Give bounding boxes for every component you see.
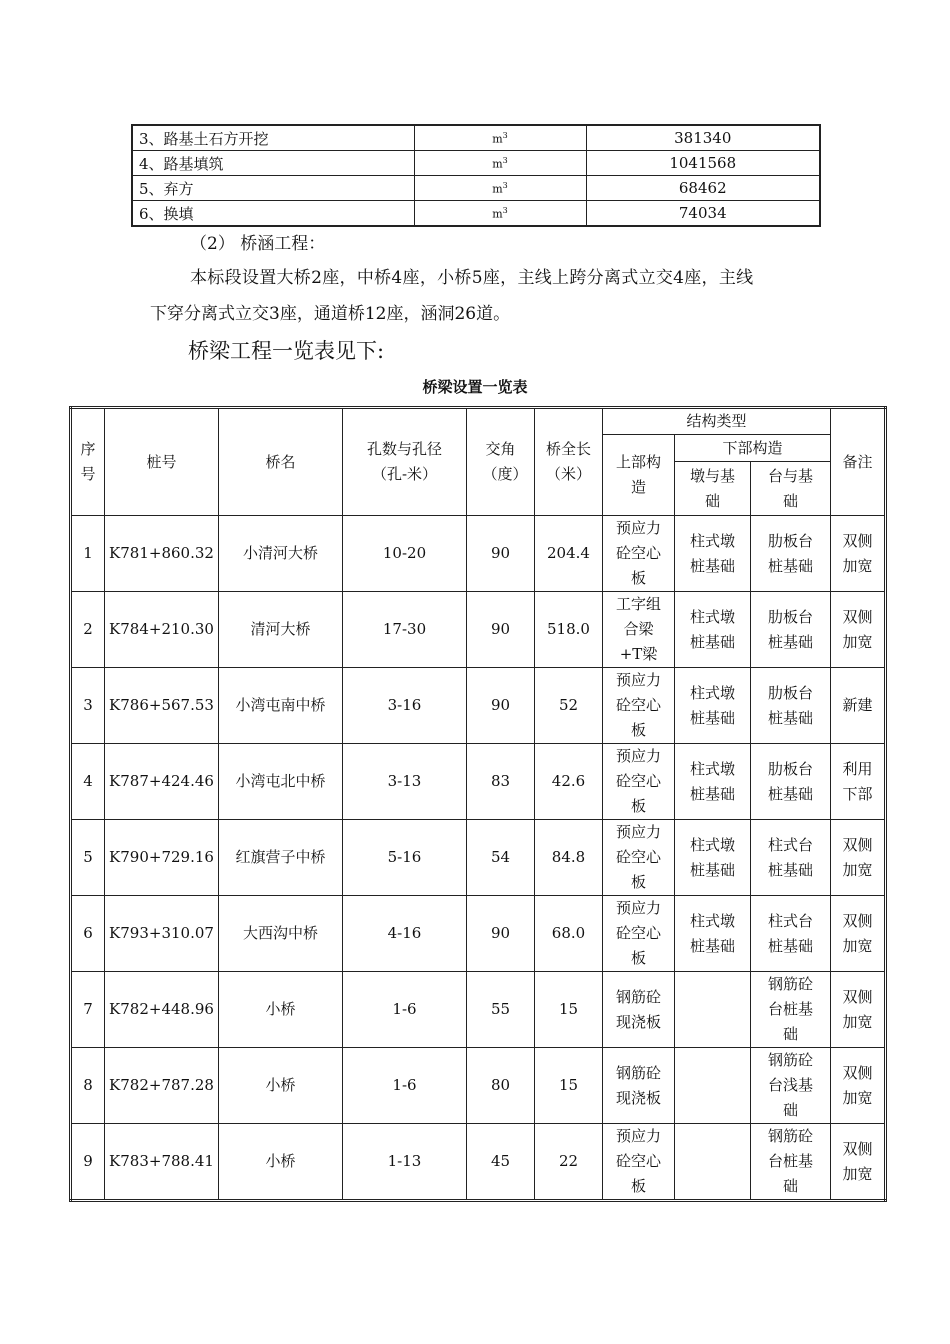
cell-station: K790+729.16 <box>105 820 219 896</box>
cell-remark: 双侧加宽 <box>831 592 886 668</box>
header-span: 孔数与孔径（孔-米） <box>343 408 467 516</box>
paragraph-line-1: 本标段设置大桥2座，中桥4座，小桥5座，主线上跨分离式立交4座，主线 <box>190 268 754 288</box>
value-cell: 68462 <box>586 176 820 201</box>
quantity-table <box>131 124 821 227</box>
cell-span: 1-13 <box>343 1124 467 1201</box>
cell-abutment: 肋板台桩基础 <box>751 744 831 820</box>
unit-superscript: 3 <box>502 205 508 215</box>
unit-cell <box>414 151 586 176</box>
cell-span: 10-20 <box>343 516 467 592</box>
cell-name: 小湾屯北中桥 <box>219 744 343 820</box>
cell-span: 4-16 <box>343 896 467 972</box>
cell-length: 42.6 <box>535 744 603 820</box>
cell-pier: 柱式墩桩基础 <box>675 668 751 744</box>
cell-station: K782+448.96 <box>105 972 219 1048</box>
cell-remark: 双侧加宽 <box>831 516 886 592</box>
cell-abutment: 肋板台桩基础 <box>751 516 831 592</box>
item-cell: 4、路基填筑 <box>132 151 414 176</box>
cell-remark: 新建 <box>831 668 886 744</box>
cell-upper: 预应力砼空心板 <box>603 820 675 896</box>
cell-upper: 预应力砼空心板 <box>603 516 675 592</box>
table-row <box>71 1048 886 1124</box>
unit-cell <box>414 201 586 227</box>
table-row <box>132 125 820 151</box>
unit-text: m <box>492 182 503 196</box>
unit-text: m <box>492 207 503 221</box>
cell-name: 红旗营子中桥 <box>219 820 343 896</box>
cell-angle: 83 <box>467 744 535 820</box>
cell-upper: 预应力砼空心板 <box>603 896 675 972</box>
cell-upper: 工字组合梁+T梁 <box>603 592 675 668</box>
cell-pier: 柱式墩桩基础 <box>675 592 751 668</box>
table-row <box>71 744 886 820</box>
table-row <box>71 896 886 972</box>
header-length: 桥全长（米） <box>535 408 603 516</box>
table-row <box>71 972 886 1048</box>
header-structure: 结构类型 <box>603 408 831 435</box>
cell-span: 3-16 <box>343 668 467 744</box>
cell-pier: 柱式墩桩基础 <box>675 820 751 896</box>
table-row <box>71 1124 886 1201</box>
cell-length: 68.0 <box>535 896 603 972</box>
table-intro: 桥梁工程一览表见下: <box>188 339 385 363</box>
bridge-table <box>69 406 887 1202</box>
cell-pier <box>675 1048 751 1124</box>
cell-remark: 双侧加宽 <box>831 972 886 1048</box>
table-row <box>132 151 820 176</box>
cell-abutment: 柱式台桩基础 <box>751 896 831 972</box>
section-heading: （2） 桥涵工程： <box>190 234 326 254</box>
cell-upper: 钢筋砼现浇板 <box>603 972 675 1048</box>
cell-abutment: 钢筋砼台桩基础 <box>751 1124 831 1201</box>
cell-upper: 预应力砼空心板 <box>603 668 675 744</box>
header-pier: 墩与基础 <box>675 462 751 516</box>
cell-angle: 45 <box>467 1124 535 1201</box>
cell-length: 22 <box>535 1124 603 1201</box>
bridge-table-header <box>71 408 886 516</box>
cell-station: K787+424.46 <box>105 744 219 820</box>
cell-remark: 双侧加宽 <box>831 1048 886 1124</box>
table-row <box>132 201 820 227</box>
unit-superscript: 3 <box>502 130 508 140</box>
unit-text: m <box>492 132 503 146</box>
cell-length: 15 <box>535 1048 603 1124</box>
cell-station: K783+788.41 <box>105 1124 219 1201</box>
value-cell: 1041568 <box>586 151 820 176</box>
cell-station: K784+210.30 <box>105 592 219 668</box>
unit-cell <box>414 125 586 151</box>
cell-seq: 5 <box>71 820 105 896</box>
cell-remark: 双侧加宽 <box>831 820 886 896</box>
cell-angle: 90 <box>467 592 535 668</box>
cell-pier <box>675 1124 751 1201</box>
value-cell: 381340 <box>586 125 820 151</box>
quantity-table-body <box>132 125 820 226</box>
cell-span: 1-6 <box>343 972 467 1048</box>
cell-pier <box>675 972 751 1048</box>
cell-name: 清河大桥 <box>219 592 343 668</box>
cell-abutment: 柱式台桩基础 <box>751 820 831 896</box>
cell-seq: 1 <box>71 516 105 592</box>
cell-span: 1-6 <box>343 1048 467 1124</box>
cell-seq: 2 <box>71 592 105 668</box>
item-cell: 6、换填 <box>132 201 414 227</box>
table-row <box>71 592 886 668</box>
cell-remark: 利用下部 <box>831 744 886 820</box>
cell-length: 52 <box>535 668 603 744</box>
cell-upper: 预应力砼空心板 <box>603 1124 675 1201</box>
item-cell: 5、弃方 <box>132 176 414 201</box>
cell-abutment: 肋板台桩基础 <box>751 592 831 668</box>
cell-angle: 90 <box>467 668 535 744</box>
header-seq: 序号 <box>71 408 105 516</box>
cell-station: K782+787.28 <box>105 1048 219 1124</box>
cell-name: 小桥 <box>219 1048 343 1124</box>
cell-abutment: 钢筋砼台浅基础 <box>751 1048 831 1124</box>
cell-name: 小桥 <box>219 1124 343 1201</box>
cell-seq: 6 <box>71 896 105 972</box>
value-cell: 74034 <box>586 201 820 227</box>
cell-angle: 80 <box>467 1048 535 1124</box>
header-name: 桥名 <box>219 408 343 516</box>
cell-upper: 钢筋砼现浇板 <box>603 1048 675 1124</box>
unit-superscript: 3 <box>502 180 508 190</box>
cell-seq: 9 <box>71 1124 105 1201</box>
cell-angle: 54 <box>467 820 535 896</box>
unit-superscript: 3 <box>502 155 508 165</box>
cell-station: K781+860.32 <box>105 516 219 592</box>
cell-seq: 3 <box>71 668 105 744</box>
cell-pier: 柱式墩桩基础 <box>675 896 751 972</box>
cell-upper: 预应力砼空心板 <box>603 744 675 820</box>
bridge-table-body <box>71 516 886 1201</box>
cell-seq: 7 <box>71 972 105 1048</box>
cell-length: 518.0 <box>535 592 603 668</box>
cell-abutment: 肋板台桩基础 <box>751 668 831 744</box>
cell-span: 5-16 <box>343 820 467 896</box>
cell-angle: 55 <box>467 972 535 1048</box>
header-angle: 交角（度） <box>467 408 535 516</box>
cell-length: 204.4 <box>535 516 603 592</box>
header-lower: 下部构造 <box>675 435 831 462</box>
table-row <box>71 516 886 592</box>
table-title: 桥梁设置一览表 <box>422 378 528 396</box>
cell-length: 15 <box>535 972 603 1048</box>
table-row <box>71 820 886 896</box>
table-row <box>71 668 886 744</box>
cell-angle: 90 <box>467 516 535 592</box>
cell-name: 大西沟中桥 <box>219 896 343 972</box>
cell-station: K793+310.07 <box>105 896 219 972</box>
cell-name: 小湾屯南中桥 <box>219 668 343 744</box>
cell-seq: 4 <box>71 744 105 820</box>
header-abutment: 台与基础 <box>751 462 831 516</box>
cell-name: 小清河大桥 <box>219 516 343 592</box>
cell-abutment: 钢筋砼台桩基础 <box>751 972 831 1048</box>
cell-angle: 90 <box>467 896 535 972</box>
cell-length: 84.8 <box>535 820 603 896</box>
cell-span: 3-13 <box>343 744 467 820</box>
header-station: 桩号 <box>105 408 219 516</box>
cell-station: K786+567.53 <box>105 668 219 744</box>
item-cell: 3、路基土石方开挖 <box>132 125 414 151</box>
cell-span: 17-30 <box>343 592 467 668</box>
cell-pier: 柱式墩桩基础 <box>675 744 751 820</box>
paragraph-line-2: 下穿分离式立交3座，通道桥12座，涵洞26道。 <box>150 304 511 324</box>
cell-name: 小桥 <box>219 972 343 1048</box>
header-remark: 备注 <box>831 408 886 516</box>
header-upper: 上部构造 <box>603 435 675 516</box>
unit-cell <box>414 176 586 201</box>
table-row <box>132 176 820 201</box>
unit-text: m <box>492 157 503 171</box>
cell-remark: 双侧加宽 <box>831 896 886 972</box>
cell-seq: 8 <box>71 1048 105 1124</box>
cell-pier: 柱式墩桩基础 <box>675 516 751 592</box>
cell-remark: 双侧加宽 <box>831 1124 886 1201</box>
